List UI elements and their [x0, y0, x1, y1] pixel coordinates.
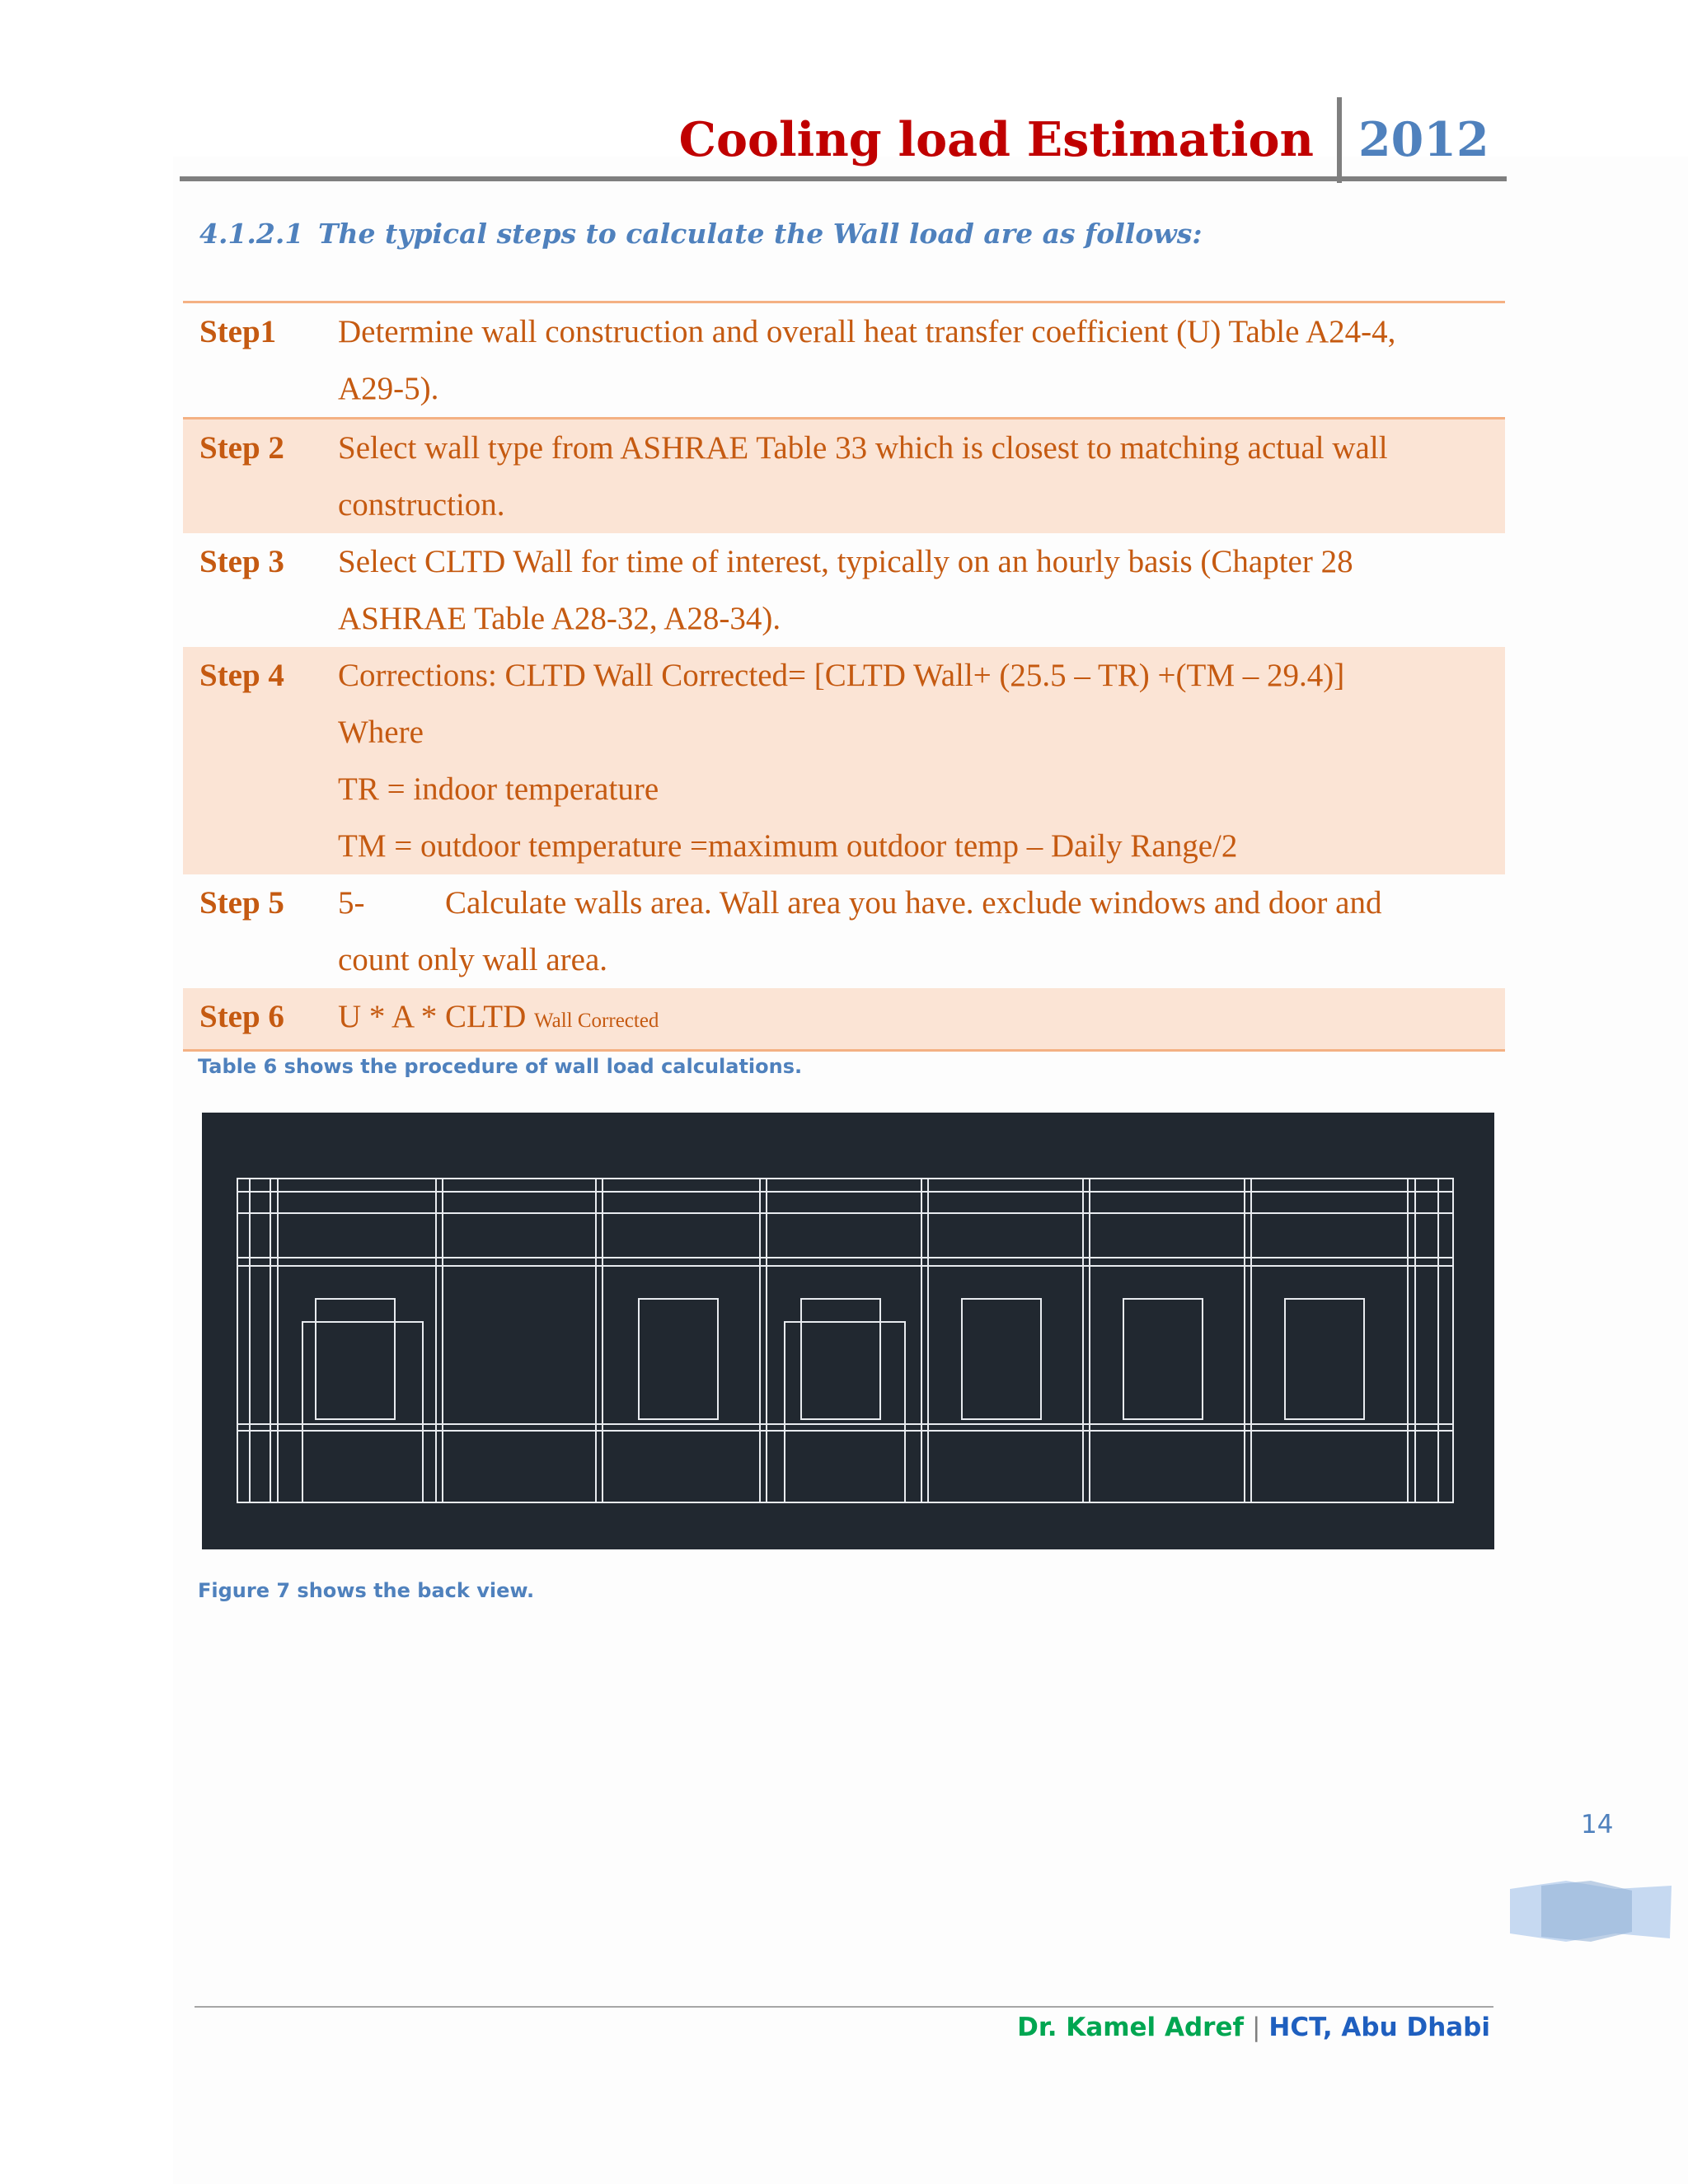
section-title: The typical steps to calculate the Wall load are as follows:: [318, 218, 1203, 250]
step-label: Step 5: [199, 885, 284, 921]
table-row: [183, 988, 1505, 1049]
step-description: [338, 988, 1505, 1049]
window: [1123, 1299, 1203, 1419]
step-label: Step 2: [199, 430, 284, 466]
step-description: [338, 303, 1505, 417]
section-heading: [199, 218, 1203, 250]
footer-rule: [195, 2006, 1493, 2008]
table-row: [183, 303, 1505, 417]
step-text-line: construction.: [338, 487, 505, 523]
step-description: [338, 874, 1505, 988]
window: [801, 1299, 880, 1419]
step-label: Step 4: [199, 658, 284, 693]
step-label: Step1: [199, 314, 277, 349]
figure-caption: Figure 7 shows the back view.: [198, 1579, 535, 1602]
step-list-number: 5-: [338, 885, 365, 921]
step-description: [338, 419, 1505, 533]
page-number: 14: [1581, 1810, 1614, 1840]
footer: [1017, 2013, 1490, 2042]
page-number-ribbon: [1508, 1879, 1673, 1945]
step-text-line: Where: [338, 715, 424, 750]
door: [785, 1322, 905, 1502]
header-divider: [1337, 97, 1342, 183]
door: [302, 1322, 423, 1502]
step-text-line: TR = indoor temperature: [338, 771, 659, 807]
step-text-line: Select wall type from ASHRAE Table 33 which is closest to matching actual wall: [338, 430, 1388, 466]
step-text-line: Corrections: CLTD Wall Corrected= [CLTD Wall+ (25.5 – TR) +(TM – 29.4)]: [338, 658, 1345, 693]
step-label: Step 6: [199, 999, 284, 1034]
parapet-band: [237, 1179, 1453, 1192]
ribbon-fold: [1541, 1881, 1632, 1942]
table-row: [183, 417, 1505, 533]
building-outline: [237, 1179, 1453, 1502]
window: [1285, 1299, 1364, 1419]
header-rule: [180, 176, 1507, 181]
footer-separator: |: [1251, 2013, 1261, 2042]
footer-organization: HCT, Abu Dhabi: [1268, 2013, 1490, 2042]
step-text-line: Calculate walls area. Wall area you have. exclude windows and door and: [445, 885, 1382, 921]
step-description: [338, 647, 1505, 874]
document-year: 2012: [1358, 112, 1489, 167]
step-text-line: TM = outdoor temperature =maximum outdoor temp – Daily Range/2: [338, 828, 1238, 864]
step-text-line: count only wall area.: [338, 942, 608, 977]
back-view-figure: [202, 1113, 1494, 1549]
elevation-drawing: [202, 1113, 1494, 1549]
step-text-line: A29-5).: [338, 371, 439, 406]
footer-author: Dr. Kamel Adref: [1017, 2013, 1244, 2042]
step-text-line: ASHRAE Table A28-32, A28-34).: [338, 601, 781, 636]
step-text-line: Determine wall construction and overall heat transfer coefficient (U) Table A24-4,: [338, 314, 1396, 349]
section-number: 4.1.2.1: [199, 218, 304, 250]
table-row: [183, 874, 1505, 988]
window: [639, 1299, 718, 1419]
table-row: [183, 647, 1505, 874]
step-text-line: Select CLTD Wall for time of interest, typically on an hourly basis (Chapter 28: [338, 544, 1353, 579]
window: [316, 1299, 395, 1419]
document-title: Cooling load Estimation: [678, 112, 1314, 167]
formula-subscript: Wall Corrected: [534, 1010, 659, 1032]
step-formula: U * A * CLTD: [338, 999, 527, 1034]
table-row: [183, 533, 1505, 647]
step-label: Step 3: [199, 544, 284, 579]
table-caption: Table 6 shows the procedure of wall load calculations.: [198, 1055, 803, 1078]
step-description: [338, 533, 1505, 647]
steps-table: [183, 301, 1505, 1052]
window: [962, 1299, 1041, 1419]
